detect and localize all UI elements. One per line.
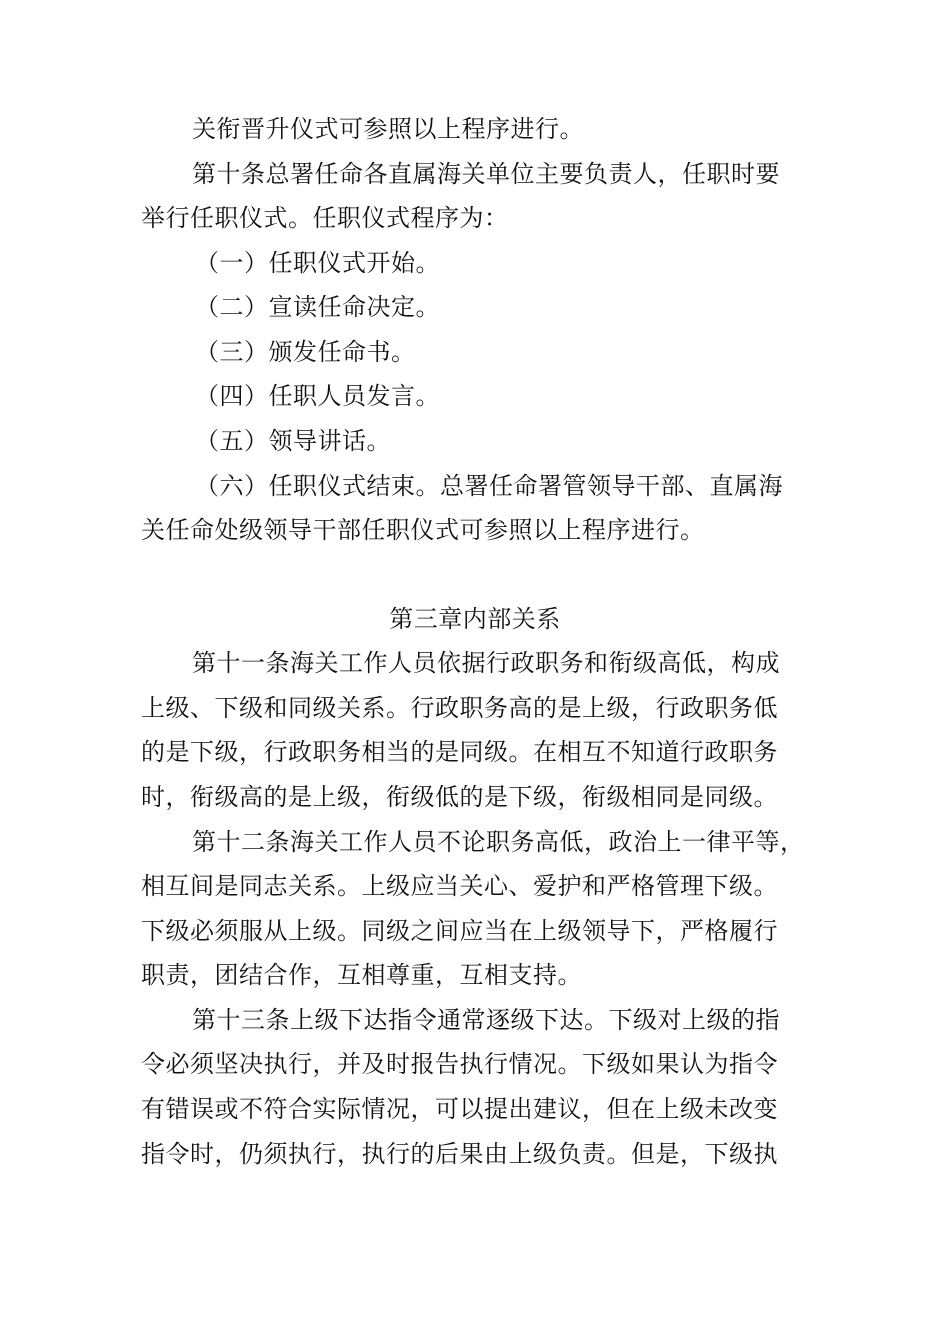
list-item: （二）宣读任命决定。 — [195, 293, 440, 321]
text-line: 相互间是同志关系。上级应当关心、爱护和严格管理下级。 — [141, 872, 778, 900]
text-line: 上级、下级和同级关系。行政职务高的是上级，行政职务低 — [141, 694, 778, 722]
text-line: 第十一条海关工作人员依据行政职务和衔级高低，构成 — [192, 649, 780, 677]
list-item: （一）任职仪式开始。 — [195, 249, 440, 277]
list-item: （三）颁发任命书。 — [195, 338, 416, 366]
text-line: 关任命处级领导干部任职仪式可参照以上程序进行。 — [141, 516, 705, 544]
text-line: 的是下级，行政职务相当的是同级。在相互不知道行政职务 — [141, 738, 778, 766]
text-line: 第十二条海关工作人员不论职务高低，政治上一律平等， — [192, 828, 805, 856]
list-item: （四）任职人员发言。 — [195, 382, 440, 410]
list-item: （六）任职仪式结束。总署任命署管领导干部、直属海 — [195, 472, 783, 500]
text-line: 关衔晋升仪式可参照以上程序进行。 — [192, 115, 584, 143]
text-line: 举行任职仪式。任职仪式程序为： — [141, 204, 509, 232]
text-line: 有错误或不符合实际情况，可以提出建议，但在上级未改变 — [141, 1095, 778, 1123]
text-line: 指令时，仍须执行，执行的后果由上级负责。但是，下级执 — [141, 1140, 778, 1168]
text-line: 职责，团结合作，互相尊重，互相支持。 — [141, 961, 582, 989]
text-line: 下级必须服从上级。同级之间应当在上级领导下，严格履行 — [141, 917, 778, 945]
list-item: （五）领导讲话。 — [195, 427, 391, 455]
chapter-heading: 第三章内部关系 — [389, 605, 561, 633]
text-line: 令必须坚决执行，并及时报告执行情况。下级如果认为指令 — [141, 1050, 778, 1078]
text-line: 第十条总署任命各直属海关单位主要负责人，任职时要 — [192, 160, 780, 188]
text-line: 时，衔级高的是上级，衔级低的是下级，衔级相同是同级。 — [141, 783, 778, 811]
text-line: 第十三条上级下达指令通常逐级下达。下级对上级的指 — [192, 1006, 780, 1034]
